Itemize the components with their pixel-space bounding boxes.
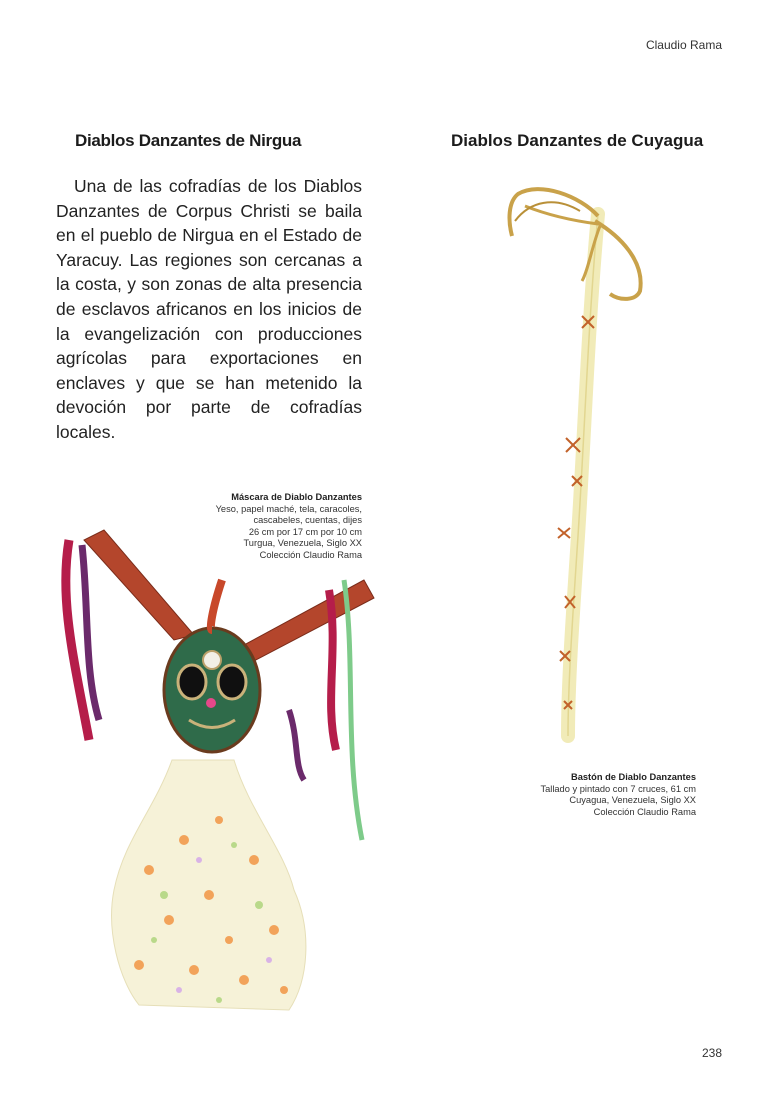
staff-caption-title: Bastón de Diablo Danzantes (570, 772, 696, 782)
page-number: 238 (701, 1046, 722, 1060)
mask-caption-line: 26 cm por 17 cm por 10 cm (248, 526, 362, 537)
mask-caption-line: Yeso, papel maché, tela, caracoles, (215, 503, 362, 514)
staff-caption-line: Colección Claudio Rama (593, 806, 696, 817)
staff-caption (466, 772, 696, 818)
mask-caption-line: cascabeles, cuentas, dijes (253, 515, 362, 525)
mask-caption-line: Turgua, Venezuela, Siglo XX (243, 538, 362, 548)
mask-caption-title: Máscara de Diablo Danzantes (231, 492, 362, 502)
staff-photo (470, 176, 670, 756)
staff-caption-line: Tallado y pintado con 7 cruces, 61 cm (540, 783, 696, 794)
mask-caption-line: Colección Claudio Rama (259, 549, 362, 560)
body-paragraph: Una de las cofradías de los Diablos Danzantes de Corpus Christi se baila en el pueblo de Nirgua en el Estado de Yaracuy. Las regiones son cercanas a la costa, y son zonas de alta presencia de esclavos africanos en los inicios de la evangelización con producciones agrícolas para exportaciones en enclaves y que se han metenido la devoción por parte de cofradías locales. (56, 176, 362, 442)
running-header-author: Claudio Rama (645, 38, 722, 52)
section-heading-nirgua: Diablos Danzantes de Nirgua (75, 131, 302, 150)
section-heading-cuyagua: Diablos Danzantes de Cuyagua (451, 131, 704, 150)
mask-photo (44, 510, 379, 1015)
staff-caption-line: Cuyagua, Venezuela, Siglo XX (569, 795, 696, 805)
mask-caption (142, 492, 362, 561)
